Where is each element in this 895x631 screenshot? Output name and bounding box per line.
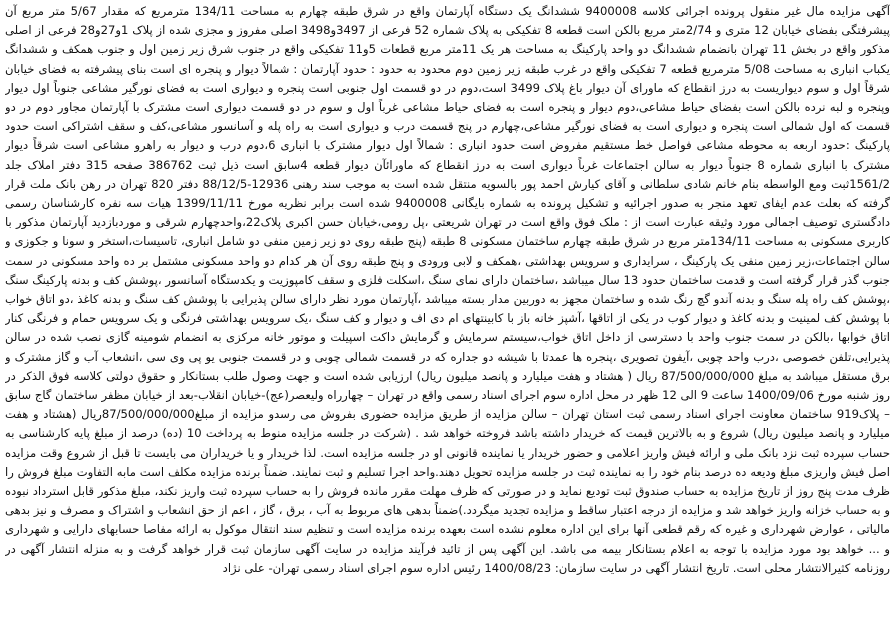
notice-body-text: آگهی مزایده مال غیر منقول پرونده اجرائی کلاسه 9400008 ششدانگ یک دستگاه آپارتمان واقع در شرق طبقه چهارم به مساحت 134/11 مترمربع که مقدار 5/67 متر مربع آن پیشرفتگی بفضای خیابان 12 متری و 2/74متر مربع بالکن است قطعه 8 تفکیکی به پلاک شماره 52 فرعی از 3497و3498 اصلی مفروز و مجزی شده از پلاک 1و27و28 فرعی از اصلی مذکور واقع در بخش 11 تهران بانضمام ششدانگ دو واحد پارکینگ به مساحت هر یک 11متر مربع قطعات 5و11 تفکیکی واقع در جنوب شرق زیر زمین اول و جنوب همکف و ششدانگ یکباب انباری به مساحت 5/08 مترمربع قطعه 7 تفکیکی واقع در غرب طبقه زیر زمین دوم محدود به حدود : حدود آپارتمان : شمالاً دیوار و پنجره ای است بنای پیشرفته به فضای خیابان شرقاً اول و سوم دیواریست به درز انقطاع که ماورای آن دیوار باغ پلاک 3499 است،دوم در دو قسمت اول جنوبی است پنجره و دیواری است به فضای نورگیر مشاعی جنوباً اول دیوار وپنجره و لبه نرده بالکن است بفضای حیاط مشاعی،دوم دیوار و پنجره است به فضای حیاط مشاعی غرباً اول و سوم در دو قسمت دیواری است مشترک با آپارتمان مجاور دوم در دو قسمت که اول شمالی است پنجره و دیواری است به فضای نورگیر مشاعی،چهارم در پنج قسمت درب و دیواری است به راه پله و آسانسور مشاعی،کف و سقف اشتراکی است حدود پارکینگ :حدود اربعه به محوطه مشاعی فواصل خط مستقیم مفروض است حدود انباری : شمالاً اول دیوار مشترک با انباری 6،دوم درب و دیوار به راهرو مشاعی است شرقاً دیوار مشترک با انباری شماره 8 جنوباً دیوار به سالن اجتماعات غرباً دیواری است به درز انقطاع که ماورائآن دیوار قطعه 4سابق است ذیل ثبت 386762 صفحه 315 دفتر املاک جلد 1561/2ثبت ومع الواسطه بنام خانم شادی سلطانی و آقای کیارش احمد پور بالسویه منتقل شده است به موجب سند رهنی 12936-88/12/5 دفتر 820 تهران در رهن بانک ملت قرار گرفته که بعلت عدم ایفای تعهد منجر به صدور اجرائیه و تشکیل پرونده به شماره بایگانی 9400008 شده است برابر نظریه مورخ 1399/11/11 هیات سه نفره کارشناسان رسمی دادگستری توصیف اجمالی مورد وثیقه عبارت است از : ملک فوق واقع است در تهران شریعتی ،پل رومی،خیابان حسن اکبری پلاک22،واحدچهارم شرقی و موردبازدید آپارتمان مذکور با کاربری مسکونی به مساحت 134/11متر مربع در شرق طبقه چهارم ساختمان مسکونی 8 طبقه (پنج طبقه روی دو زیر زمین منفی دو شامل انباری، تاسیسات،استخر و سونا و جکوزی و سالن اجتماعات،زیر زمین منفی یک پارکینگ ، سرایداری و سرویس بهداشتی ،همکف و لابی ورودی و پنج طبقه روی آن هر کدام دو واحد مسکونی مشتمل بر ده واحد مسکونی در سمت جنوب گذر قرار گرفته است و قدمت ساختمان حدود 13 سال میباشد ،ساختمان دارای نمای سنگ ،اسکلت فلزی و سقف کامپوزیت و یکدستگاه آسانسور ،پوشش کف و بدنه پارکینگ سنگ ،پوشش کف راه پله سنگ و بدنه آندو گچ رنگ شده و ساختمان مجهز به دوربین مدار بسته میباشد ،آپارتمان مورد نظر دارای سالن پذیرایی با پوشش کف سنگ و بدنه کاغذ ،دو اتاق خواب با پوشش کف لمینیت و بدنه کاغذ و دیوار کوب در یکی از اتاقها ،آشپز خانه باز با کابینتهای ام دی اف و دیوار و کف سنگ ،یک سرویس بهداشتی فرنگی و یک سرویس حمام و فرنگی کنار اتاق خوابها ،بالکن در سمت جنوب واحد با دسترسی از داخل اتاق خواب،سیستم سرمایش و گرمایش داکت اسپیلت و موتور خانه مرکزی به انضمام شومینه گازی نصب شده در سالن پذیرایی،تلفن خصوصی ،درب واحد چوبی ،آیفون تصویری ،پنجره ها عمدتا با شیشه دو جداره که در قسمت شمالی چوبی و در قسمت جنوبی یو پی وی سی ،انشعاب آب و گاز مشترک و برق مستقل میباشد به مبلغ 87/500/000/000 ریال ( هشتاد و هفت میلیارد و پانصد میلیون ریال) ارزیابی شده است و جهت وصول طلب بستانکار و حقوق دولتی کلاسه فوق الذکر در روز شنبه مورخ 1400/09/06 ساعت 9 الی 12 ظهر در محل اداره سوم اجرای اسناد رسمی واقع در تهران – چهارراه ولیعصر(عج)-خیابان انقلاب-بعد از خیابان مظفر ساختمان گاج سابق – پلاک919 ساختمان معاونت اجرای اسناد رسمی ثبت استان تهران – سالن مزایده از طریق مزایده حضوری بفروش می رسدو مزایده از مبلغ87/500/000/000ریال (هشتاد و هفت میلیارد و پانصد میلیون ریال) شروع و به بالاترین قیمت که خریدار داشته باشد فروخته خواهد شد . (شرکت در جلسه مزایده منوط به پرداخت 10 (ده) درصد از مبلغ پایه کارشناسی به حساب سپرده ثبت نزد بانک ملی و ارائه فیش واریز اعلامی و حضور خریدار یا نماینده قانونی او در جلسه مزایده است. لذا خریدار و یا خریداران می بایست تا قبل از شروع وقت مزایده اصل فیش واریزی مبلغ ودیعه ده درصد بنام خود را به نماینده ثبت در جلسه مزایده تحویل دهند.واحد اجرا تسلیم و ثبت نمایند. ضمناً برنده مزایده مکلف است مابه التفاوت مبلغ فروش را ظرف مدت پنج روز از تاریخ مزایده به حساب صندوق ثبت تودیع نماید و در صورتی که ظرف مهلت مقرر مانده فروش را به حساب سپرده ثبت واریز نکند، مبلغ مذکور قابل استرداد نبوده و به حساب خزانه واریز خواهد شد و مزایده از درجه اعتبار ساقط و مزایده تجدید میگردد.)ضمناً بدهی های مربوط به آب ، برق ، گاز ، اعم از حق انشعاب و اشتراک و مصرف و نیز بدهی مالیاتی ، عوارض شهرداری و غیره که رقم قطعی آنها برای این اداره معلوم نشده است بعهده برنده مزایده است و تنظیم سند انتقال موکول به ارائه مفاصا حسابهای دارایی و شهرداری و ... خواهد بود مورد مزایده با توجه به اعلام بستانکار بیمه می باشد. این آگهی پس از تائید فرآیند مزایده در سایت آگهی سازمان ثبت قرار خواهد گرفت و به منزله انتشار آگهی در روزنامه کثیرالانتشار محلی است. تاریخ انتشار آگهی در سایت سازمان: 1400/08/23 رئیس اداره سوم اجرای اسناد رسمی تهران- علی نژاد (5, 4, 890, 575)
auction-notice (5, 2, 890, 629)
